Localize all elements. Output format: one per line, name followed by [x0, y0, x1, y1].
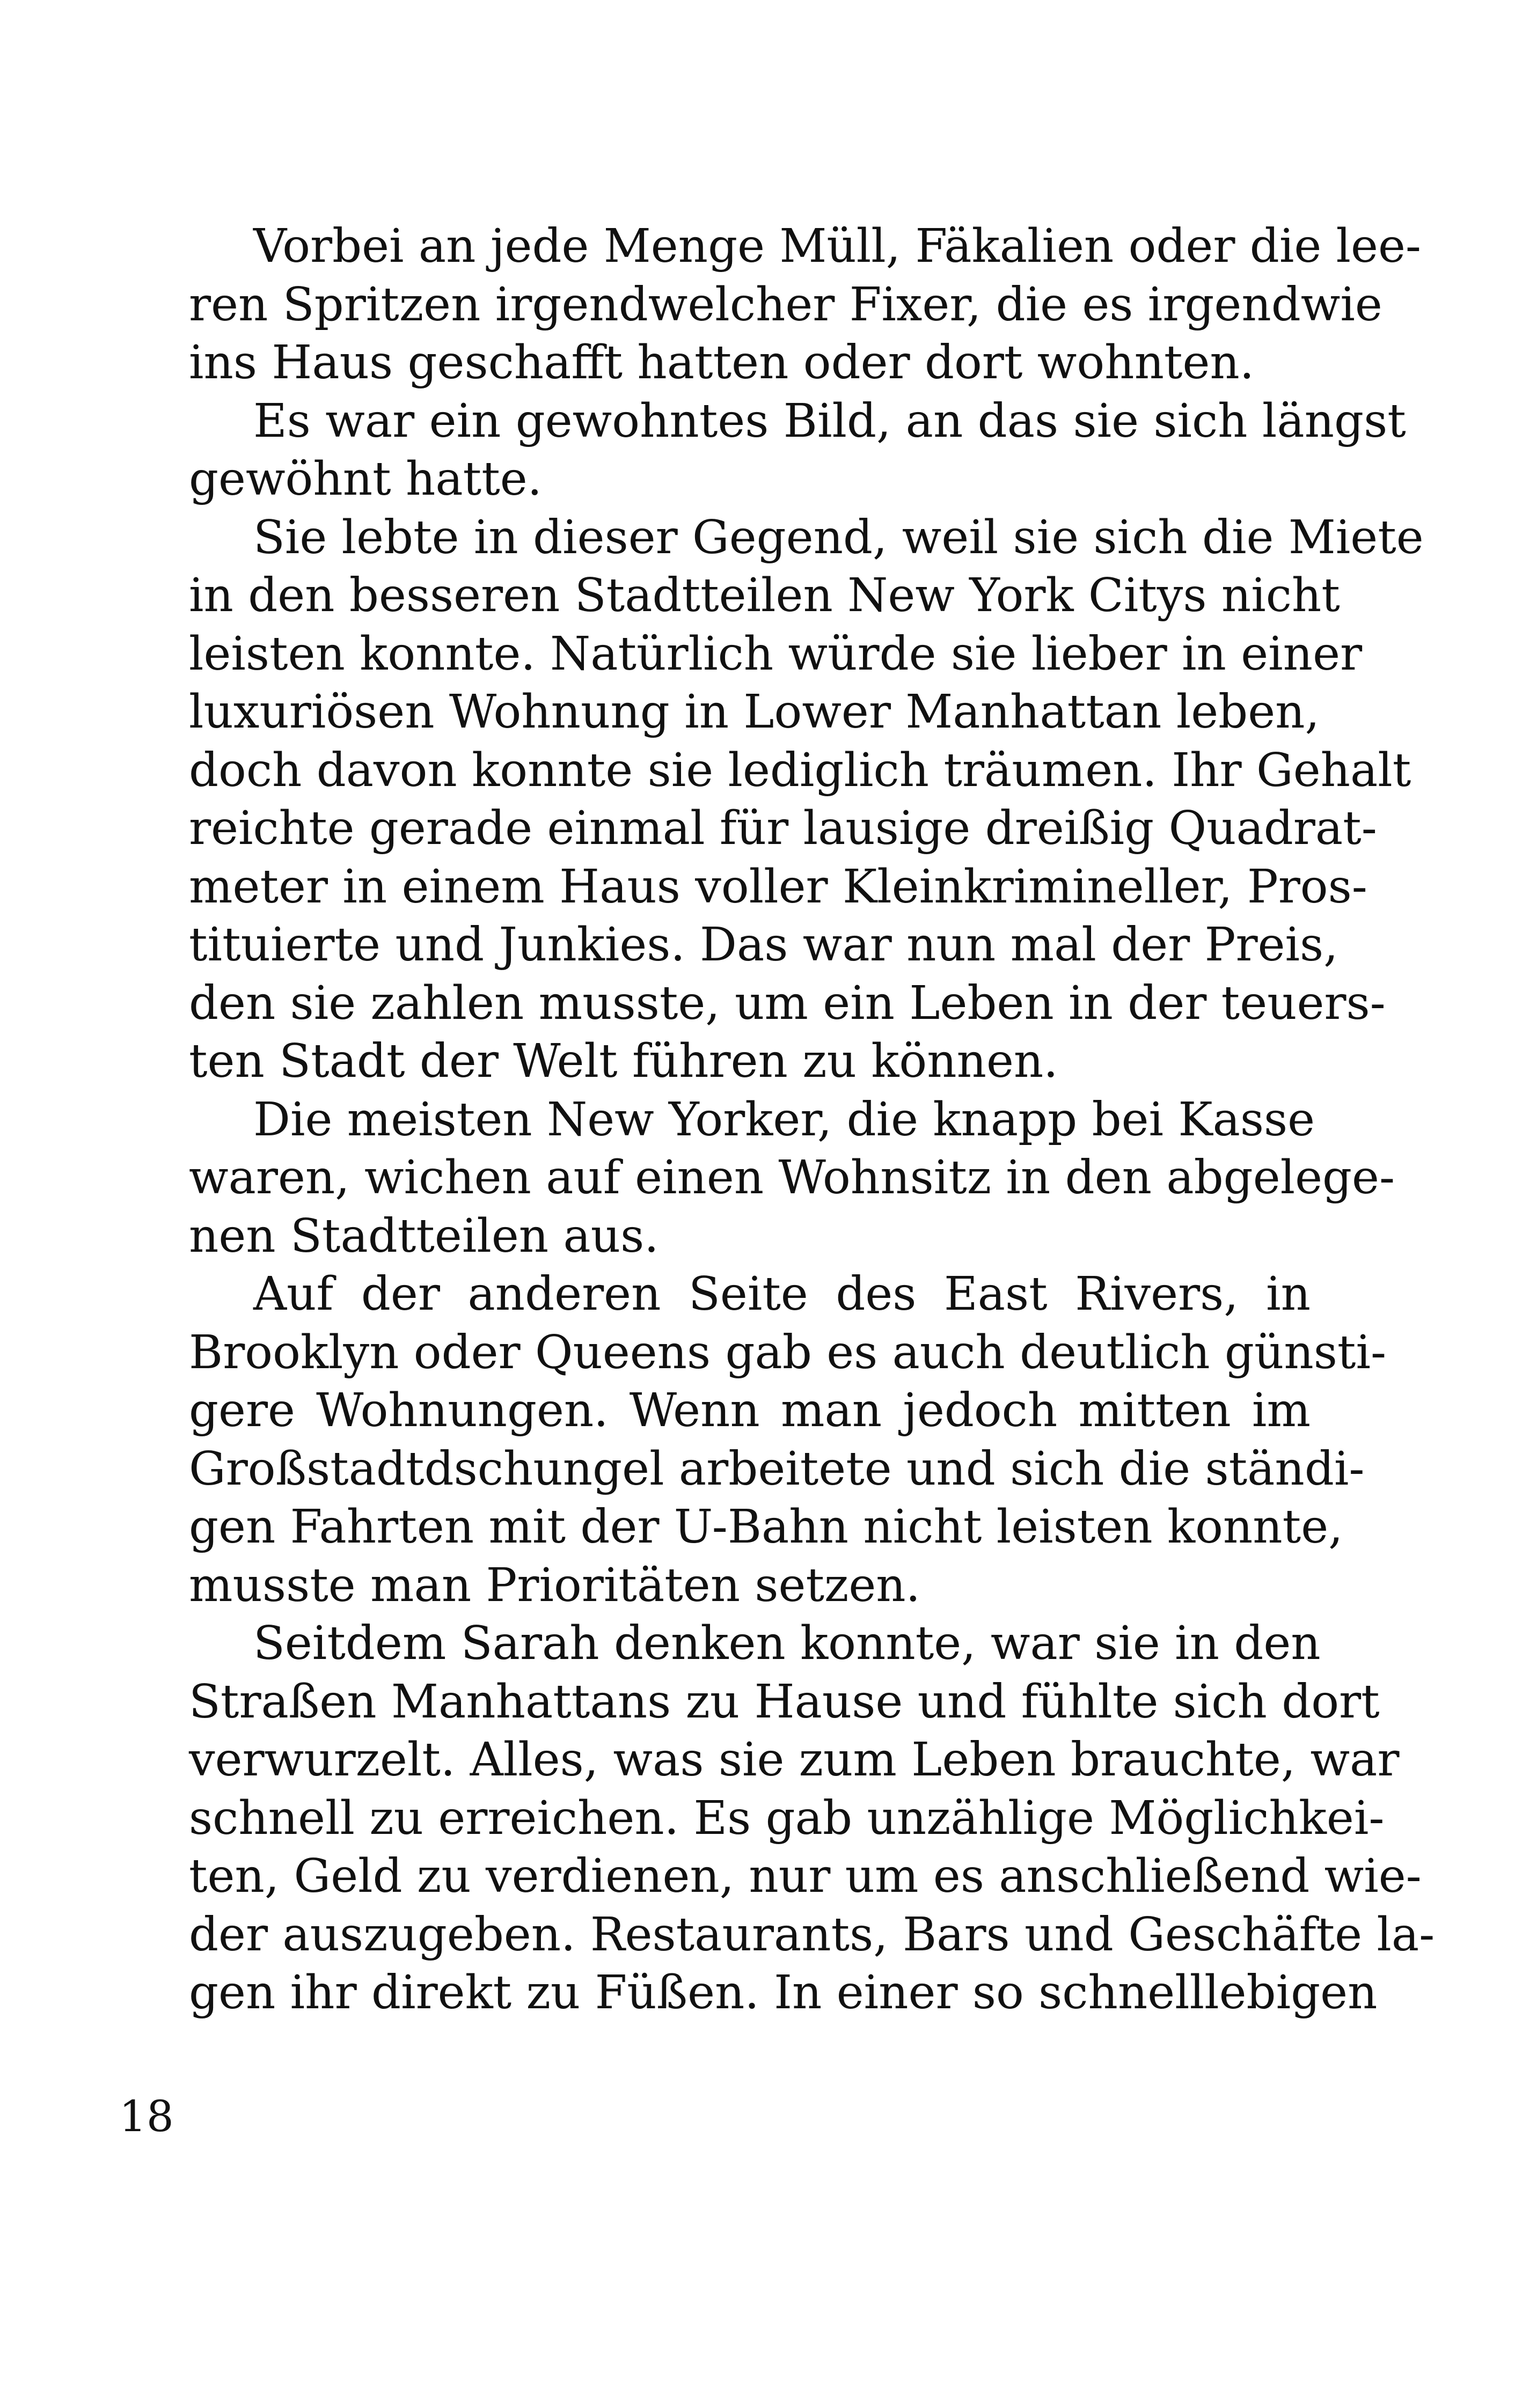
text-line: Seitdem Sarah denken konnte, war sie in den [253, 1617, 1321, 1670]
text-line: gen Fahrten mit der U-Bahn nicht leisten konnte, [189, 1500, 1343, 1554]
text-line: Sie lebte in dieser Gegend, weil sie sich die Miete [253, 510, 1424, 564]
text-line: doch davon konnte sie lediglich träumen. Ihr Gehalt [189, 743, 1411, 797]
text-line: tituierte und Junkies. Das war nun mal der Preis, [189, 918, 1338, 972]
text-line: der auszugeben. Restaurants, Bars und Geschäfte la- [189, 1907, 1435, 1962]
text-line: meter in einem Haus voller Kleinkrimineller, Pros- [189, 860, 1367, 914]
text-line: gewöhnt hatte. [189, 452, 543, 506]
text-line: ten, Geld zu verdienen, nur um es anschließend wie- [189, 1849, 1422, 1903]
text-line: Großstadtdschungel arbeitete und sich die ständi- [189, 1442, 1365, 1496]
text-line: verwurzelt. Alles, was sie zum Leben brauchte, war [189, 1733, 1400, 1787]
text-line: schnell zu erreichen. Es gab unzählige Möglichkei- [189, 1791, 1385, 1845]
text-line: Brooklyn oder Queens gab es auch deutlich günsti- [189, 1325, 1387, 1379]
text-line: nen Stadtteilen aus. [189, 1209, 659, 1263]
text-line: Auf der anderen Seite des East Rivers, in [253, 1267, 1311, 1321]
text-line: ins Haus geschafft hatten oder dort wohnten. [189, 336, 1255, 390]
text-line: waren, wichen auf einen Wohnsitz in den abgelege- [189, 1151, 1395, 1205]
text-line: in den besseren Stadtteilen New York Citys nicht [189, 569, 1340, 622]
text-line: Es war ein gewohntes Bild, an das sie sich längst [253, 394, 1406, 448]
text-line: luxuriösen Wohnung in Lower Manhattan leben, [189, 685, 1320, 739]
text-line: musste man Prioritäten setzen. [189, 1558, 920, 1612]
text-line: reichte gerade einmal für lausige dreißig Quadrat- [189, 802, 1377, 855]
text-line: ten Stadt der Welt führen zu können. [189, 1034, 1058, 1088]
text-line: Vorbei an jede Menge Müll, Fäkalien oder die lee- [253, 219, 1421, 273]
text-line: gen ihr direkt zu Füßen. In einer so schnelllebigen [189, 1966, 1378, 2020]
text-line: leisten konnte. Natürlich würde sie lieber in einer [189, 627, 1363, 681]
text-line: gere Wohnungen. Wenn man jedoch mitten im [189, 1384, 1311, 1437]
body-text [189, 217, 1435, 2022]
text-line: ren Spritzen irgendwelcher Fixer, die es irgendwie [189, 277, 1382, 332]
page-number: 18 [119, 2091, 174, 2141]
text-line: Die meisten New Yorker, die knapp bei Kasse [253, 1092, 1315, 1147]
text-line: den sie zahlen musste, um ein Leben in der teuers- [189, 976, 1386, 1030]
text-line: Straßen Manhattans zu Hause und fühlte sich dort [189, 1675, 1380, 1729]
